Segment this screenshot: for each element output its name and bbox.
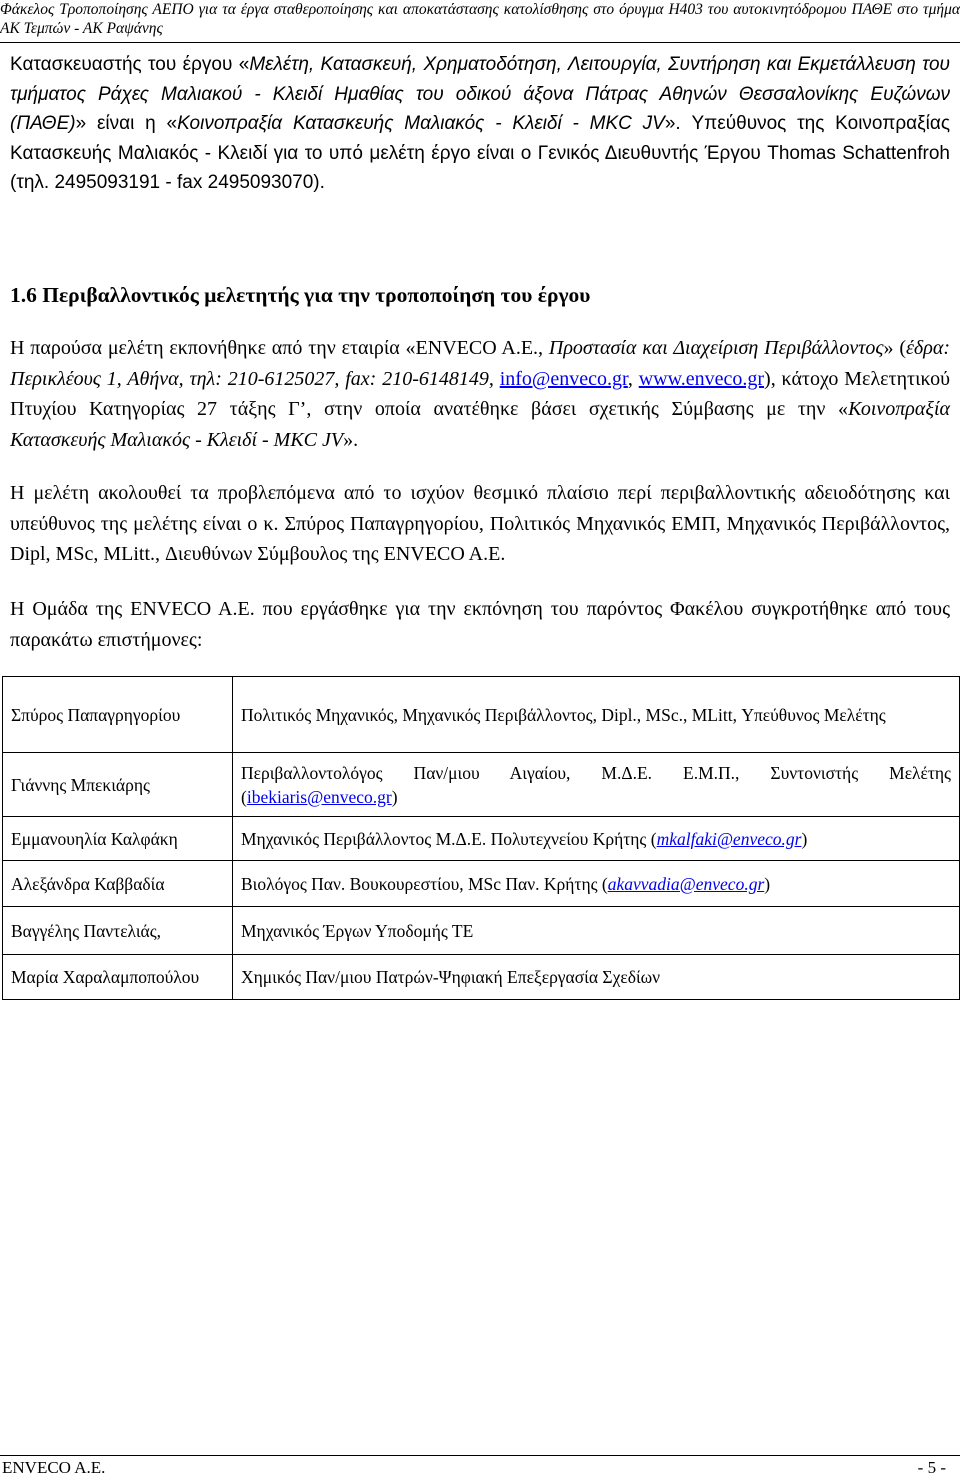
consultant-text-f: ), κάτοχο Μελετητικού Πτυχίου Κατηγορίας 27 τάξης Γ’, στην οποία ανατέθηκε βάσει σχετικής Σύμβασης με την « xyxy=(10,367,950,420)
consultant-text-h: ». xyxy=(343,428,359,451)
table-row xyxy=(3,861,960,907)
member-email-link[interactable]: akavvadia@enveco.gr xyxy=(607,873,765,894)
member-email-link[interactable]: mkalfaki@enveco.gr xyxy=(656,828,802,849)
project-name: Μελέτη, Κατασκευή, Χρηματοδότηση, Λειτουργία, Συντήρηση και Εκμετάλλευση του τμήματος Ράχες Μαλιακού - Κλειδί Ημαθίας του οδικού άξονα Πάτρας Αθηνών Θεσσαλονίκης Ευζώνων (ΠΑΘΕ) xyxy=(10,54,950,134)
role-text: Μηχανικός Περιβάλλοντος Μ.Δ.Ε. Πολυτεχνείου Κρήτης ( xyxy=(241,828,657,849)
member-name: Σπύρος Παπαγρηγορίου xyxy=(3,677,233,753)
footer-company: ENVECO A.E. xyxy=(2,1458,106,1477)
member-role xyxy=(233,677,960,753)
team-table xyxy=(2,676,960,1000)
role-suffix: ) xyxy=(801,828,808,849)
consultant-client: Κοινοπραξία Κατασκευής Μαλιακός - Κλειδί - ΜΚC JV xyxy=(10,398,950,451)
role-suffix: ) xyxy=(764,873,771,894)
email-link[interactable]: info@enveco.gr xyxy=(499,367,628,390)
table-row xyxy=(3,677,960,753)
member-name: Εμμανουηλία Καλφάκη xyxy=(3,817,233,861)
website-link[interactable]: www.enveco.gr xyxy=(638,367,765,390)
intro-text-c: ». Υπεύθυνος της Κοινοπραξίας Κατασκευής Μαλιακός - Κλειδί για το υπό μελέτη έργο είναι ο Γενικός Διευθυντής Έργου Thomas Schattenfroh (τηλ. 2495093191 - fax 2495093070). xyxy=(10,113,950,193)
consultant-text-c: » ( xyxy=(883,337,907,359)
team-intro-paragraph: Η Ομάδα της ENVECO A.E. που εργάσθηκε για την εκπόνηση του παρόντος Φακέλου συγκροτήθηκε από τους παρακάτω επιστήμονες: xyxy=(10,598,950,651)
intro-paragraph xyxy=(10,50,950,198)
table-row xyxy=(3,753,960,817)
role-suffix: ) xyxy=(391,786,398,807)
footer-divider xyxy=(0,1455,960,1456)
member-name: Μαρία Χαραλαμποπούλου xyxy=(3,955,233,1000)
table-row xyxy=(3,817,960,861)
header-divider xyxy=(0,42,960,43)
intro-text-a: Κατασκευαστής του έργου « xyxy=(10,54,250,75)
member-name: Αλεξάνδρα Καββαδία xyxy=(3,861,233,907)
member-role xyxy=(233,861,960,907)
member-role xyxy=(233,907,960,955)
member-email-link[interactable]: ibekiaris@enveco.gr xyxy=(246,786,392,807)
member-name: Γιάννης Μπεκιάρης xyxy=(3,753,233,817)
consultant-tagline: , Προστασία και Διαχείριση Περιβάλλοντος xyxy=(538,337,884,359)
page-number: - 5 - xyxy=(917,1458,946,1477)
consortium-name: Κοινοπραξία Κατασκευής Μαλιακός - Κλειδί - ΜΚC JV xyxy=(177,113,665,134)
intro-text-b: » είναι η « xyxy=(75,113,178,134)
member-role xyxy=(233,753,960,817)
role-text: Χημικός Παν/μιου Πατρών-Ψηφιακή Επεξεργασία Σχεδίων xyxy=(241,967,661,987)
separator: , xyxy=(627,367,639,390)
member-role xyxy=(233,817,960,861)
table-row xyxy=(3,955,960,1000)
member-role xyxy=(233,955,960,1000)
running-header: Φάκελος Τροποποίησης ΑΕΠΟ για τα έργα σταθεροποίησης και αποκατάστασης κατολίσθησης στο όρυγμα Η403 του αυτοκινητόδρομου ΠΑΘΕ στο τμήμα ΑΚ Τεμπών - ΑΚ Ραψάνης xyxy=(0,1,960,37)
consultant-paragraph xyxy=(10,333,950,455)
section-heading: 1.6 Περιβαλλοντικός μελετητής για την τροποποίηση του έργου xyxy=(10,283,591,307)
role-text: Περιβαλλοντολόγος Παν/μιου Αιγαίου, Μ.Δ.Ε. Ε.Μ.Π., Συντονιστής Μελέτης ( xyxy=(241,762,951,807)
role-text: Μηχανικός Έργων Υποδομής ΤΕ xyxy=(241,920,474,941)
role-text: Πολιτικός Μηχανικός, Μηχανικός Περιβάλλοντος, Dipl., MSc., MLitt, Υπεύθυνος Μελέτης xyxy=(241,704,886,725)
member-name: Βαγγέλης Παντελιάς, xyxy=(3,907,233,955)
table-row xyxy=(3,907,960,955)
responsible-paragraph: Η μελέτη ακολουθεί τα προβλεπόμενα από το ισχύον θεσμικό πλαίσιο περί περιβαλλοντικής αδειοδότησης και υπεύθυνος της μελέτης είναι ο κ. Σπύρος Παπαγρηγορίου, Πολιτικός Μηχανικός ΕΜΠ, Μηχανικός Περιβάλλοντος, Dipl, MSc, MLitt., Διευθύνων Σύμβουλος της ENVECO A.E. xyxy=(10,482,950,565)
role-text: Βιολόγος Παν. Βουκουρεστίου, MSc Παν. Κρήτης ( xyxy=(241,873,608,894)
consultant-address: έδρα: Περικλέους 1, Αθήνα, τηλ: 210-6125027, fax: 210-6148149, xyxy=(10,337,950,390)
consultant-text-a: Η παρούσα μελέτη εκπονήθηκε από την εταιρία «ENVECO A.E. xyxy=(10,337,539,359)
